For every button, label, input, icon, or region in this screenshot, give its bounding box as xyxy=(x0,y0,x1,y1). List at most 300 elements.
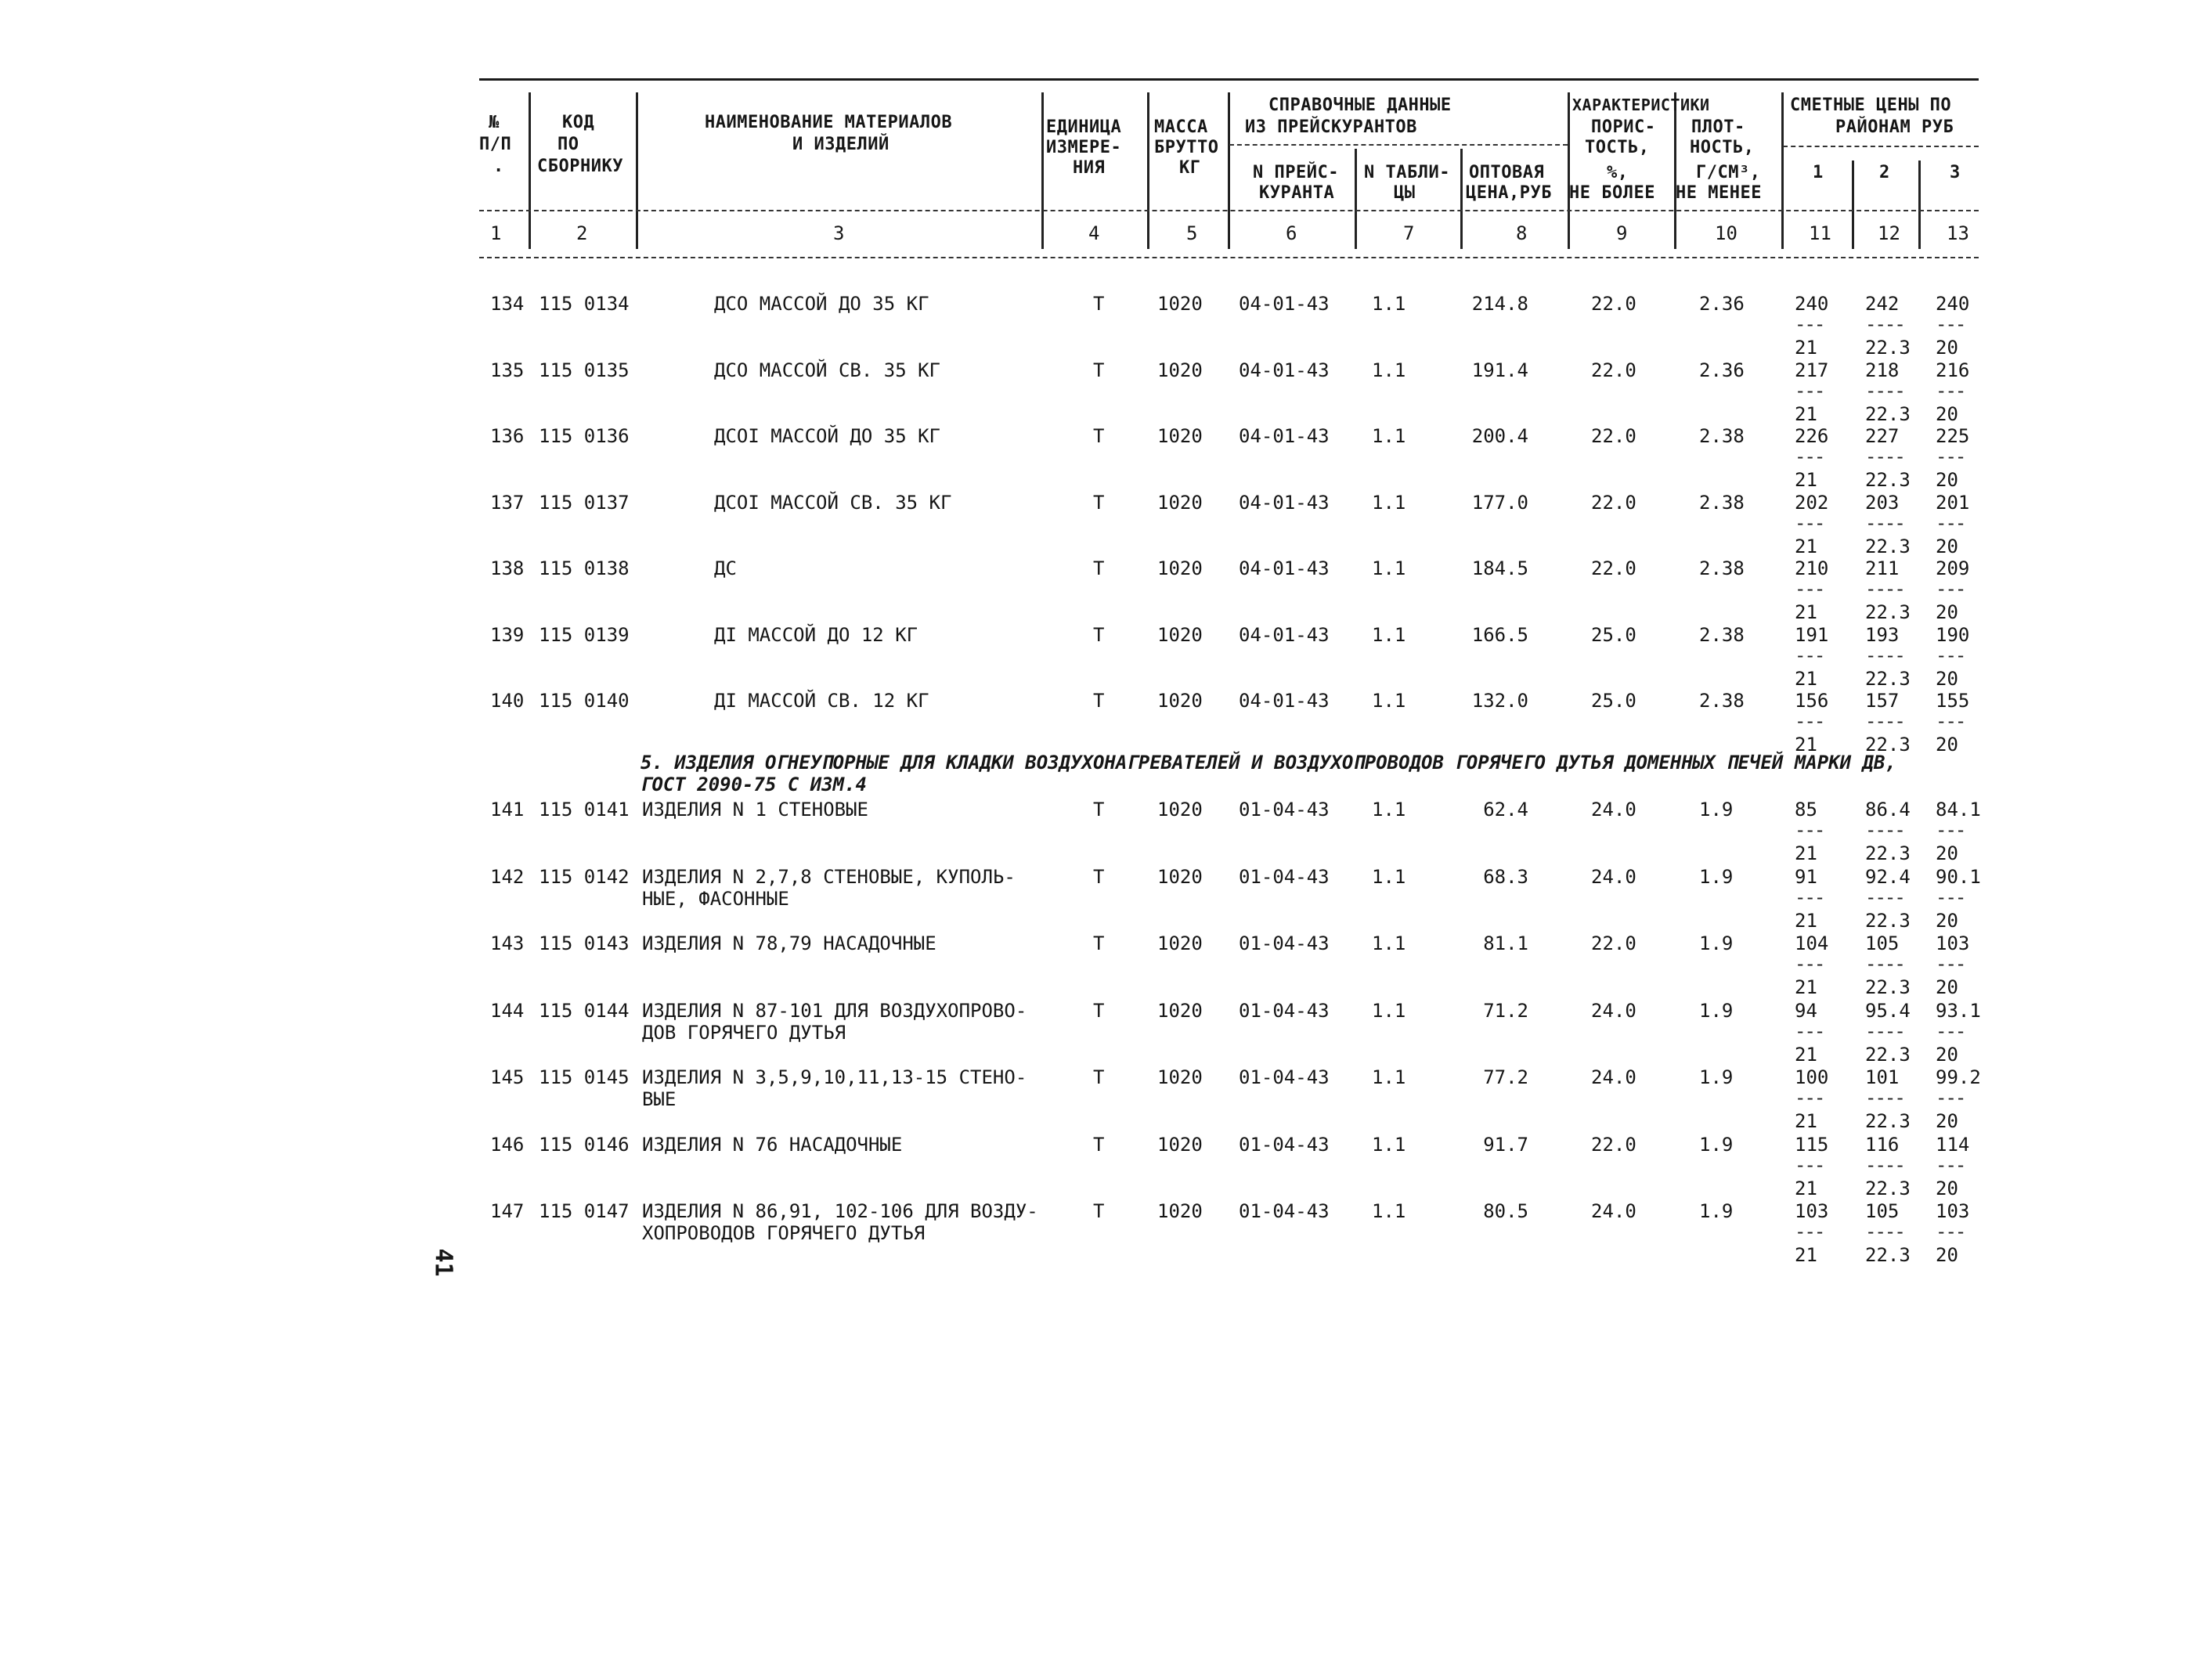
colnum-11: 11 xyxy=(1809,222,1831,244)
header-col13: 3 xyxy=(1950,163,1961,182)
header-divider xyxy=(1674,92,1676,249)
row-table-no: 1.1 xyxy=(1372,425,1406,447)
row-price-region3: 84.1 xyxy=(1936,799,1981,821)
row-coef-region2: 22.3 xyxy=(1865,976,1911,998)
row-wholesale-price: 184.5 xyxy=(1471,557,1528,579)
row-porosity: 22.0 xyxy=(1591,425,1636,447)
row-number: 134 xyxy=(490,293,525,315)
header-col3-line1: НАИМЕНОВАНИЕ МАТЕРИАЛОВ xyxy=(705,113,953,132)
header-prices-group-rule xyxy=(1783,146,1979,147)
row-price-region1: 94 xyxy=(1795,999,1817,1022)
row-coef-region3: 20 xyxy=(1936,1244,1958,1266)
header-divider xyxy=(1918,161,1921,249)
row-name: ДСО МАССОЙ ДО 35 КГ xyxy=(714,293,929,315)
header-mid-rule xyxy=(479,210,1979,211)
row-coef-region1: 21 xyxy=(1795,535,1817,557)
row-name: ВЫЕ xyxy=(642,1088,677,1110)
row-number: 137 xyxy=(490,491,525,514)
row-pricelist: 04-01-43 xyxy=(1239,359,1330,381)
header-col2-line1: КОД xyxy=(562,113,595,132)
header-divider xyxy=(1852,161,1854,249)
row-density: 1.9 xyxy=(1699,865,1734,888)
row-porosity: 22.0 xyxy=(1591,359,1636,381)
header-chars-group: ХАРАКТЕРИСТИКИ xyxy=(1572,96,1710,114)
row-table-no: 1.1 xyxy=(1372,1200,1406,1222)
row-wholesale-price: 62.4 xyxy=(1483,799,1528,821)
row-density: 2.38 xyxy=(1699,425,1745,447)
row-pricelist: 04-01-43 xyxy=(1239,425,1330,447)
fraction-bar: ---- xyxy=(1865,885,1904,908)
fraction-bar: --- xyxy=(1936,710,1965,732)
row-coef-region1: 21 xyxy=(1795,842,1817,864)
row-wholesale-price: 80.5 xyxy=(1483,1200,1528,1222)
row-price-region2: 116 xyxy=(1865,1133,1900,1156)
row-wholesale-price: 166.5 xyxy=(1471,623,1528,646)
row-name: ИЗДЕЛИЯ N 3,5,9,10,11,13-15 СТЕНО- xyxy=(642,1066,1027,1088)
row-wholesale-price: 81.1 xyxy=(1483,932,1528,954)
fraction-bar: --- xyxy=(1936,953,1965,975)
colnum-3: 3 xyxy=(833,222,845,244)
fraction-bar: --- xyxy=(1795,578,1824,600)
header-col5-line2: БРУТТО xyxy=(1154,138,1219,157)
row-price-region3: 93.1 xyxy=(1936,999,1981,1022)
row-price-region1: 202 xyxy=(1795,491,1829,514)
fraction-bar: --- xyxy=(1936,379,1965,402)
fraction-bar: --- xyxy=(1936,511,1965,534)
row-code: 115 0142 xyxy=(539,865,630,888)
row-number: 144 xyxy=(490,999,525,1022)
row-number: 141 xyxy=(490,799,525,821)
row-porosity: 22.0 xyxy=(1591,1133,1636,1156)
row-density: 2.36 xyxy=(1699,293,1745,315)
row-name: ДСОI МАССОЙ ДО 35 КГ xyxy=(714,425,940,447)
row-price-region2: 105 xyxy=(1865,1200,1900,1222)
header-col6-line1: N ПРЕЙС- xyxy=(1253,163,1339,182)
row-porosity: 24.0 xyxy=(1591,999,1636,1022)
row-price-region1: 104 xyxy=(1795,932,1829,954)
row-coef-region3: 20 xyxy=(1936,469,1958,491)
fraction-bar: --- xyxy=(1795,313,1824,335)
row-price-region3: 103 xyxy=(1936,1200,1970,1222)
row-code: 115 0143 xyxy=(539,932,630,954)
fraction-bar: --- xyxy=(1795,644,1824,666)
row-price-region3: 99.2 xyxy=(1936,1066,1981,1088)
row-mass: 1020 xyxy=(1157,359,1203,381)
row-coef-region3: 20 xyxy=(1936,909,1958,932)
row-mass: 1020 xyxy=(1157,293,1203,315)
row-coef-region3: 20 xyxy=(1936,1177,1958,1199)
row-number: 146 xyxy=(490,1133,525,1156)
row-name: НЫЕ, ФАСОННЫЕ xyxy=(642,887,789,910)
row-density: 1.9 xyxy=(1699,999,1734,1022)
row-coef-region3: 20 xyxy=(1936,535,1958,557)
row-density: 1.9 xyxy=(1699,1200,1734,1222)
row-price-region2: 193 xyxy=(1865,623,1900,646)
fraction-bar: --- xyxy=(1936,1221,1965,1243)
header-col8-line1: ОПТОВАЯ xyxy=(1469,163,1545,182)
colnum-5: 5 xyxy=(1186,222,1198,244)
row-unit: Т xyxy=(1093,799,1105,821)
row-coef-region2: 22.3 xyxy=(1865,842,1911,864)
row-price-region1: 85 xyxy=(1795,799,1817,821)
row-name: ДСОI МАССОЙ СВ. 35 КГ xyxy=(714,491,952,514)
row-table-no: 1.1 xyxy=(1372,1066,1406,1088)
row-price-region1: 226 xyxy=(1795,425,1829,447)
row-coef-region1: 21 xyxy=(1795,1244,1817,1266)
row-name: ИЗДЕЛИЯ N 2,7,8 СТЕНОВЫЕ, КУПОЛЬ- xyxy=(642,865,1016,888)
row-coef-region3: 20 xyxy=(1936,337,1958,359)
row-density: 2.38 xyxy=(1699,623,1745,646)
row-wholesale-price: 214.8 xyxy=(1471,293,1528,315)
row-coef-region2: 22.3 xyxy=(1865,734,1911,756)
row-coef-region3: 20 xyxy=(1936,1043,1958,1066)
row-unit: Т xyxy=(1093,690,1105,712)
row-price-region3: 190 xyxy=(1936,623,1970,646)
row-code: 115 0137 xyxy=(539,491,630,514)
row-coef-region2: 22.3 xyxy=(1865,601,1911,623)
row-number: 135 xyxy=(490,359,525,381)
colnum-2: 2 xyxy=(576,222,588,244)
row-coef-region1: 21 xyxy=(1795,734,1817,756)
row-name: ИЗДЕЛИЯ N 78,79 НАСАДОЧНЫЕ xyxy=(642,932,936,954)
row-number: 147 xyxy=(490,1200,525,1222)
row-table-no: 1.1 xyxy=(1372,1133,1406,1156)
fraction-bar: ---- xyxy=(1865,445,1904,467)
row-unit: Т xyxy=(1093,623,1105,646)
header-col2-line3: СБОРНИКУ xyxy=(537,157,623,176)
row-pricelist: 01-04-43 xyxy=(1239,1066,1330,1088)
header-bottom-rule xyxy=(479,257,1979,258)
fraction-bar: --- xyxy=(1795,1221,1824,1243)
fraction-bar: ---- xyxy=(1865,313,1904,335)
row-name: ДI МАССОЙ ДО 12 КГ xyxy=(714,623,918,646)
row-pricelist: 04-01-43 xyxy=(1239,690,1330,712)
header-col10-line2: НОСТЬ, xyxy=(1690,138,1755,157)
row-mass: 1020 xyxy=(1157,865,1203,888)
row-mass: 1020 xyxy=(1157,557,1203,579)
fraction-bar: --- xyxy=(1795,953,1824,975)
row-price-region2: 101 xyxy=(1865,1066,1900,1088)
row-code: 115 0136 xyxy=(539,425,630,447)
row-coef-region1: 21 xyxy=(1795,1043,1817,1066)
row-unit: Т xyxy=(1093,425,1105,447)
row-price-region1: 100 xyxy=(1795,1066,1829,1088)
row-price-region3: 209 xyxy=(1936,557,1970,579)
row-table-no: 1.1 xyxy=(1372,623,1406,646)
row-coef-region1: 21 xyxy=(1795,469,1817,491)
row-table-no: 1.1 xyxy=(1372,557,1406,579)
row-mass: 1020 xyxy=(1157,491,1203,514)
row-coef-region3: 20 xyxy=(1936,667,1958,690)
row-price-region1: 210 xyxy=(1795,557,1829,579)
row-table-no: 1.1 xyxy=(1372,999,1406,1022)
row-pricelist: 04-01-43 xyxy=(1239,293,1330,315)
row-table-no: 1.1 xyxy=(1372,865,1406,888)
row-number: 143 xyxy=(490,932,525,954)
header-col4-line1: ЕДИНИЦА xyxy=(1046,117,1122,137)
header-col8-line2: ЦЕНА,РУБ xyxy=(1466,183,1552,203)
row-porosity: 25.0 xyxy=(1591,690,1636,712)
fraction-bar: --- xyxy=(1936,1019,1965,1042)
row-coef-region2: 22.3 xyxy=(1865,535,1911,557)
fraction-bar: --- xyxy=(1936,313,1965,335)
row-price-region3: 240 xyxy=(1936,293,1970,315)
row-unit: Т xyxy=(1093,359,1105,381)
row-code: 115 0144 xyxy=(539,999,630,1022)
row-coef-region1: 21 xyxy=(1795,667,1817,690)
header-divider xyxy=(636,92,638,249)
row-price-region2: 211 xyxy=(1865,557,1900,579)
row-coef-region3: 20 xyxy=(1936,402,1958,425)
row-name: ДI МАССОЙ СВ. 12 КГ xyxy=(714,690,929,712)
row-mass: 1020 xyxy=(1157,690,1203,712)
row-price-region3: 225 xyxy=(1936,425,1970,447)
row-pricelist: 01-04-43 xyxy=(1239,1200,1330,1222)
header-col9-line1: ПОРИС- xyxy=(1591,117,1656,137)
row-unit: Т xyxy=(1093,932,1105,954)
row-name: ХОПРОВОДОВ ГОРЯЧЕГО ДУТЬЯ xyxy=(642,1222,926,1244)
row-coef-region1: 21 xyxy=(1795,601,1817,623)
row-price-region2: 203 xyxy=(1865,491,1900,514)
row-price-region1: 115 xyxy=(1795,1133,1829,1156)
row-coef-region2: 22.3 xyxy=(1865,402,1911,425)
row-coef-region3: 20 xyxy=(1936,1110,1958,1132)
fraction-bar: ---- xyxy=(1865,379,1904,402)
row-price-region2: 218 xyxy=(1865,359,1900,381)
header-col9-line4: НЕ БОЛЕЕ xyxy=(1569,183,1655,203)
row-porosity: 24.0 xyxy=(1591,865,1636,888)
row-porosity: 24.0 xyxy=(1591,1200,1636,1222)
row-coef-region2: 22.3 xyxy=(1865,337,1911,359)
fraction-bar: --- xyxy=(1795,511,1824,534)
row-porosity: 25.0 xyxy=(1591,623,1636,646)
row-number: 142 xyxy=(490,865,525,888)
row-price-region1: 156 xyxy=(1795,690,1829,712)
row-price-region2: 227 xyxy=(1865,425,1900,447)
row-price-region1: 103 xyxy=(1795,1200,1829,1222)
fraction-bar: ---- xyxy=(1865,644,1904,666)
header-divider xyxy=(1228,92,1230,249)
row-pricelist: 01-04-43 xyxy=(1239,865,1330,888)
row-density: 2.38 xyxy=(1699,491,1745,514)
row-porosity: 22.0 xyxy=(1591,557,1636,579)
colnum-6: 6 xyxy=(1286,222,1297,244)
row-code: 115 0135 xyxy=(539,359,630,381)
row-density: 1.9 xyxy=(1699,1066,1734,1088)
row-unit: Т xyxy=(1093,1066,1105,1088)
row-coef-region2: 22.3 xyxy=(1865,1177,1911,1199)
fraction-bar: --- xyxy=(1795,819,1824,841)
row-table-no: 1.1 xyxy=(1372,491,1406,514)
header-col10-line1: ПЛОТ- xyxy=(1691,117,1745,137)
row-code: 115 0134 xyxy=(539,293,630,315)
row-number: 136 xyxy=(490,425,525,447)
row-table-no: 1.1 xyxy=(1372,932,1406,954)
fraction-bar: ---- xyxy=(1865,1087,1904,1109)
header-col3-line2: И ИЗДЕЛИЙ xyxy=(792,135,889,154)
row-mass: 1020 xyxy=(1157,1133,1203,1156)
fraction-bar: --- xyxy=(1795,710,1824,732)
fraction-bar: ---- xyxy=(1865,1153,1904,1176)
row-name: ИЗДЕЛИЯ N 86,91, 102-106 ДЛЯ ВОЗДУ- xyxy=(642,1200,1038,1222)
row-mass: 1020 xyxy=(1157,623,1203,646)
row-code: 115 0141 xyxy=(539,799,630,821)
row-coef-region2: 22.3 xyxy=(1865,1043,1911,1066)
row-porosity: 24.0 xyxy=(1591,1066,1636,1088)
row-density: 1.9 xyxy=(1699,1133,1734,1156)
colnum-4: 4 xyxy=(1088,222,1100,244)
row-name: ИЗДЕЛИЯ N 87-101 ДЛЯ ВОЗДУХОПРОВО- xyxy=(642,999,1027,1022)
fraction-bar: --- xyxy=(1936,819,1965,841)
row-mass: 1020 xyxy=(1157,1200,1203,1222)
row-price-region3: 216 xyxy=(1936,359,1970,381)
fraction-bar: --- xyxy=(1795,1019,1824,1042)
row-wholesale-price: 71.2 xyxy=(1483,999,1528,1022)
header-col1-line1: № xyxy=(489,113,500,132)
row-price-region1: 217 xyxy=(1795,359,1829,381)
row-price-region2: 105 xyxy=(1865,932,1900,954)
colnum-12: 12 xyxy=(1878,222,1900,244)
header-divider xyxy=(1355,149,1357,249)
row-price-region1: 191 xyxy=(1795,623,1829,646)
row-mass: 1020 xyxy=(1157,1066,1203,1088)
row-unit: Т xyxy=(1093,865,1105,888)
row-coef-region1: 21 xyxy=(1795,1110,1817,1132)
row-coef-region1: 21 xyxy=(1795,909,1817,932)
header-top-rule xyxy=(479,78,1979,81)
fraction-bar: --- xyxy=(1795,379,1824,402)
row-coef-region1: 21 xyxy=(1795,1177,1817,1199)
fraction-bar: --- xyxy=(1795,885,1824,908)
row-number: 140 xyxy=(490,690,525,712)
row-coef-region3: 20 xyxy=(1936,976,1958,998)
row-price-region2: 95.4 xyxy=(1865,999,1911,1022)
row-unit: Т xyxy=(1093,557,1105,579)
fraction-bar: --- xyxy=(1936,578,1965,600)
row-coef-region2: 22.3 xyxy=(1865,667,1911,690)
row-table-no: 1.1 xyxy=(1372,690,1406,712)
fraction-bar: --- xyxy=(1936,644,1965,666)
header-col7-line1: N ТАБЛИ- xyxy=(1364,163,1450,182)
row-price-region2: 86.4 xyxy=(1865,799,1911,821)
row-porosity: 22.0 xyxy=(1591,491,1636,514)
row-coef-region3: 20 xyxy=(1936,734,1958,756)
row-pricelist: 01-04-43 xyxy=(1239,799,1330,821)
header-col9-line2: ТОСТЬ, xyxy=(1585,138,1650,157)
fraction-bar: --- xyxy=(1936,445,1965,467)
row-price-region2: 242 xyxy=(1865,293,1900,315)
row-wholesale-price: 68.3 xyxy=(1483,865,1528,888)
fraction-bar: --- xyxy=(1795,1153,1824,1176)
row-price-region2: 92.4 xyxy=(1865,865,1911,888)
header-col1-line3: . xyxy=(493,157,504,176)
header-col5-line1: МАССА xyxy=(1154,117,1208,137)
row-price-region2: 157 xyxy=(1865,690,1900,712)
row-table-no: 1.1 xyxy=(1372,359,1406,381)
section-title-line1: 5. ИЗДЕЛИЯ ОГНЕУПОРНЫЕ ДЛЯ КЛАДКИ ВОЗДУХОНАГРЕВАТЕЛЕЙ И ВОЗДУХОПРОВОДОВ ГОРЯЧЕГО ДУТЬЯ ДОМЕННЫХ ПЕЧЕЙ МАРКИ ДВ, xyxy=(641,752,1896,774)
row-price-region3: 155 xyxy=(1936,690,1970,712)
colnum-9: 9 xyxy=(1616,222,1628,244)
row-porosity: 22.0 xyxy=(1591,293,1636,315)
section-title-line2: ГОСТ 2090-75 С ИЗМ.4 xyxy=(641,774,867,795)
row-mass: 1020 xyxy=(1157,799,1203,821)
header-col9-line3: %, xyxy=(1607,163,1629,182)
row-density: 2.38 xyxy=(1699,690,1745,712)
row-unit: Т xyxy=(1093,491,1105,514)
row-pricelist: 01-04-43 xyxy=(1239,932,1330,954)
row-coef-region1: 21 xyxy=(1795,976,1817,998)
header-col5-line3: КГ xyxy=(1179,158,1201,178)
row-number: 139 xyxy=(490,623,525,646)
fraction-bar: ---- xyxy=(1865,578,1904,600)
row-pricelist: 01-04-43 xyxy=(1239,1133,1330,1156)
row-wholesale-price: 77.2 xyxy=(1483,1066,1528,1088)
header-col4-line2: ИЗМЕРЕ- xyxy=(1046,138,1122,157)
fraction-bar: ---- xyxy=(1865,710,1904,732)
row-pricelist: 04-01-43 xyxy=(1239,491,1330,514)
page-number: 41 xyxy=(429,1248,457,1277)
row-name: ДСО МАССОЙ СВ. 35 КГ xyxy=(714,359,940,381)
row-table-no: 1.1 xyxy=(1372,799,1406,821)
header-col10-line3: Г/СМ³, xyxy=(1696,163,1761,182)
row-wholesale-price: 132.0 xyxy=(1471,690,1528,712)
row-name: ИЗДЕЛИЯ N 1 СТЕНОВЫЕ xyxy=(642,799,868,821)
row-unit: Т xyxy=(1093,1200,1105,1222)
row-code: 115 0147 xyxy=(539,1200,630,1222)
row-mass: 1020 xyxy=(1157,425,1203,447)
fraction-bar: ---- xyxy=(1865,1019,1904,1042)
row-coef-region2: 22.3 xyxy=(1865,1110,1911,1132)
row-coef-region3: 20 xyxy=(1936,601,1958,623)
fraction-bar: --- xyxy=(1936,1153,1965,1176)
row-coef-region1: 21 xyxy=(1795,337,1817,359)
header-col6-line2: КУРАНТА xyxy=(1259,183,1335,203)
row-price-region3: 90.1 xyxy=(1936,865,1981,888)
colnum-13: 13 xyxy=(1947,222,1969,244)
row-coef-region1: 21 xyxy=(1795,402,1817,425)
row-coef-region2: 22.3 xyxy=(1865,469,1911,491)
row-price-region3: 114 xyxy=(1936,1133,1970,1156)
row-wholesale-price: 177.0 xyxy=(1471,491,1528,514)
row-density: 1.9 xyxy=(1699,799,1734,821)
header-divider xyxy=(1041,92,1044,249)
header-divider xyxy=(1460,149,1463,249)
row-wholesale-price: 91.7 xyxy=(1483,1133,1528,1156)
header-prices-group-line1: СМЕТНЫЕ ЦЕНЫ ПО xyxy=(1790,96,1952,115)
row-code: 115 0145 xyxy=(539,1066,630,1088)
colnum-8: 8 xyxy=(1516,222,1528,244)
fraction-bar: ---- xyxy=(1865,1221,1904,1243)
colnum-7: 7 xyxy=(1403,222,1415,244)
fraction-bar: ---- xyxy=(1865,511,1904,534)
row-code: 115 0139 xyxy=(539,623,630,646)
row-price-region1: 240 xyxy=(1795,293,1829,315)
header-prices-group-line2: РАЙОНАМ РУБ xyxy=(1835,117,1954,137)
fraction-bar: ---- xyxy=(1865,819,1904,841)
header-divider xyxy=(1781,92,1784,249)
row-density: 2.38 xyxy=(1699,557,1745,579)
header-col10-line4: НЕ МЕНЕЕ xyxy=(1676,183,1762,203)
row-coef-region3: 20 xyxy=(1936,842,1958,864)
header-ref-group-rule xyxy=(1229,144,1568,146)
row-table-no: 1.1 xyxy=(1372,293,1406,315)
row-number: 145 xyxy=(490,1066,525,1088)
fraction-bar: ---- xyxy=(1865,953,1904,975)
row-name: ДС xyxy=(714,557,737,579)
header-col11: 1 xyxy=(1813,163,1824,182)
fraction-bar: --- xyxy=(1936,885,1965,908)
row-porosity: 24.0 xyxy=(1591,799,1636,821)
